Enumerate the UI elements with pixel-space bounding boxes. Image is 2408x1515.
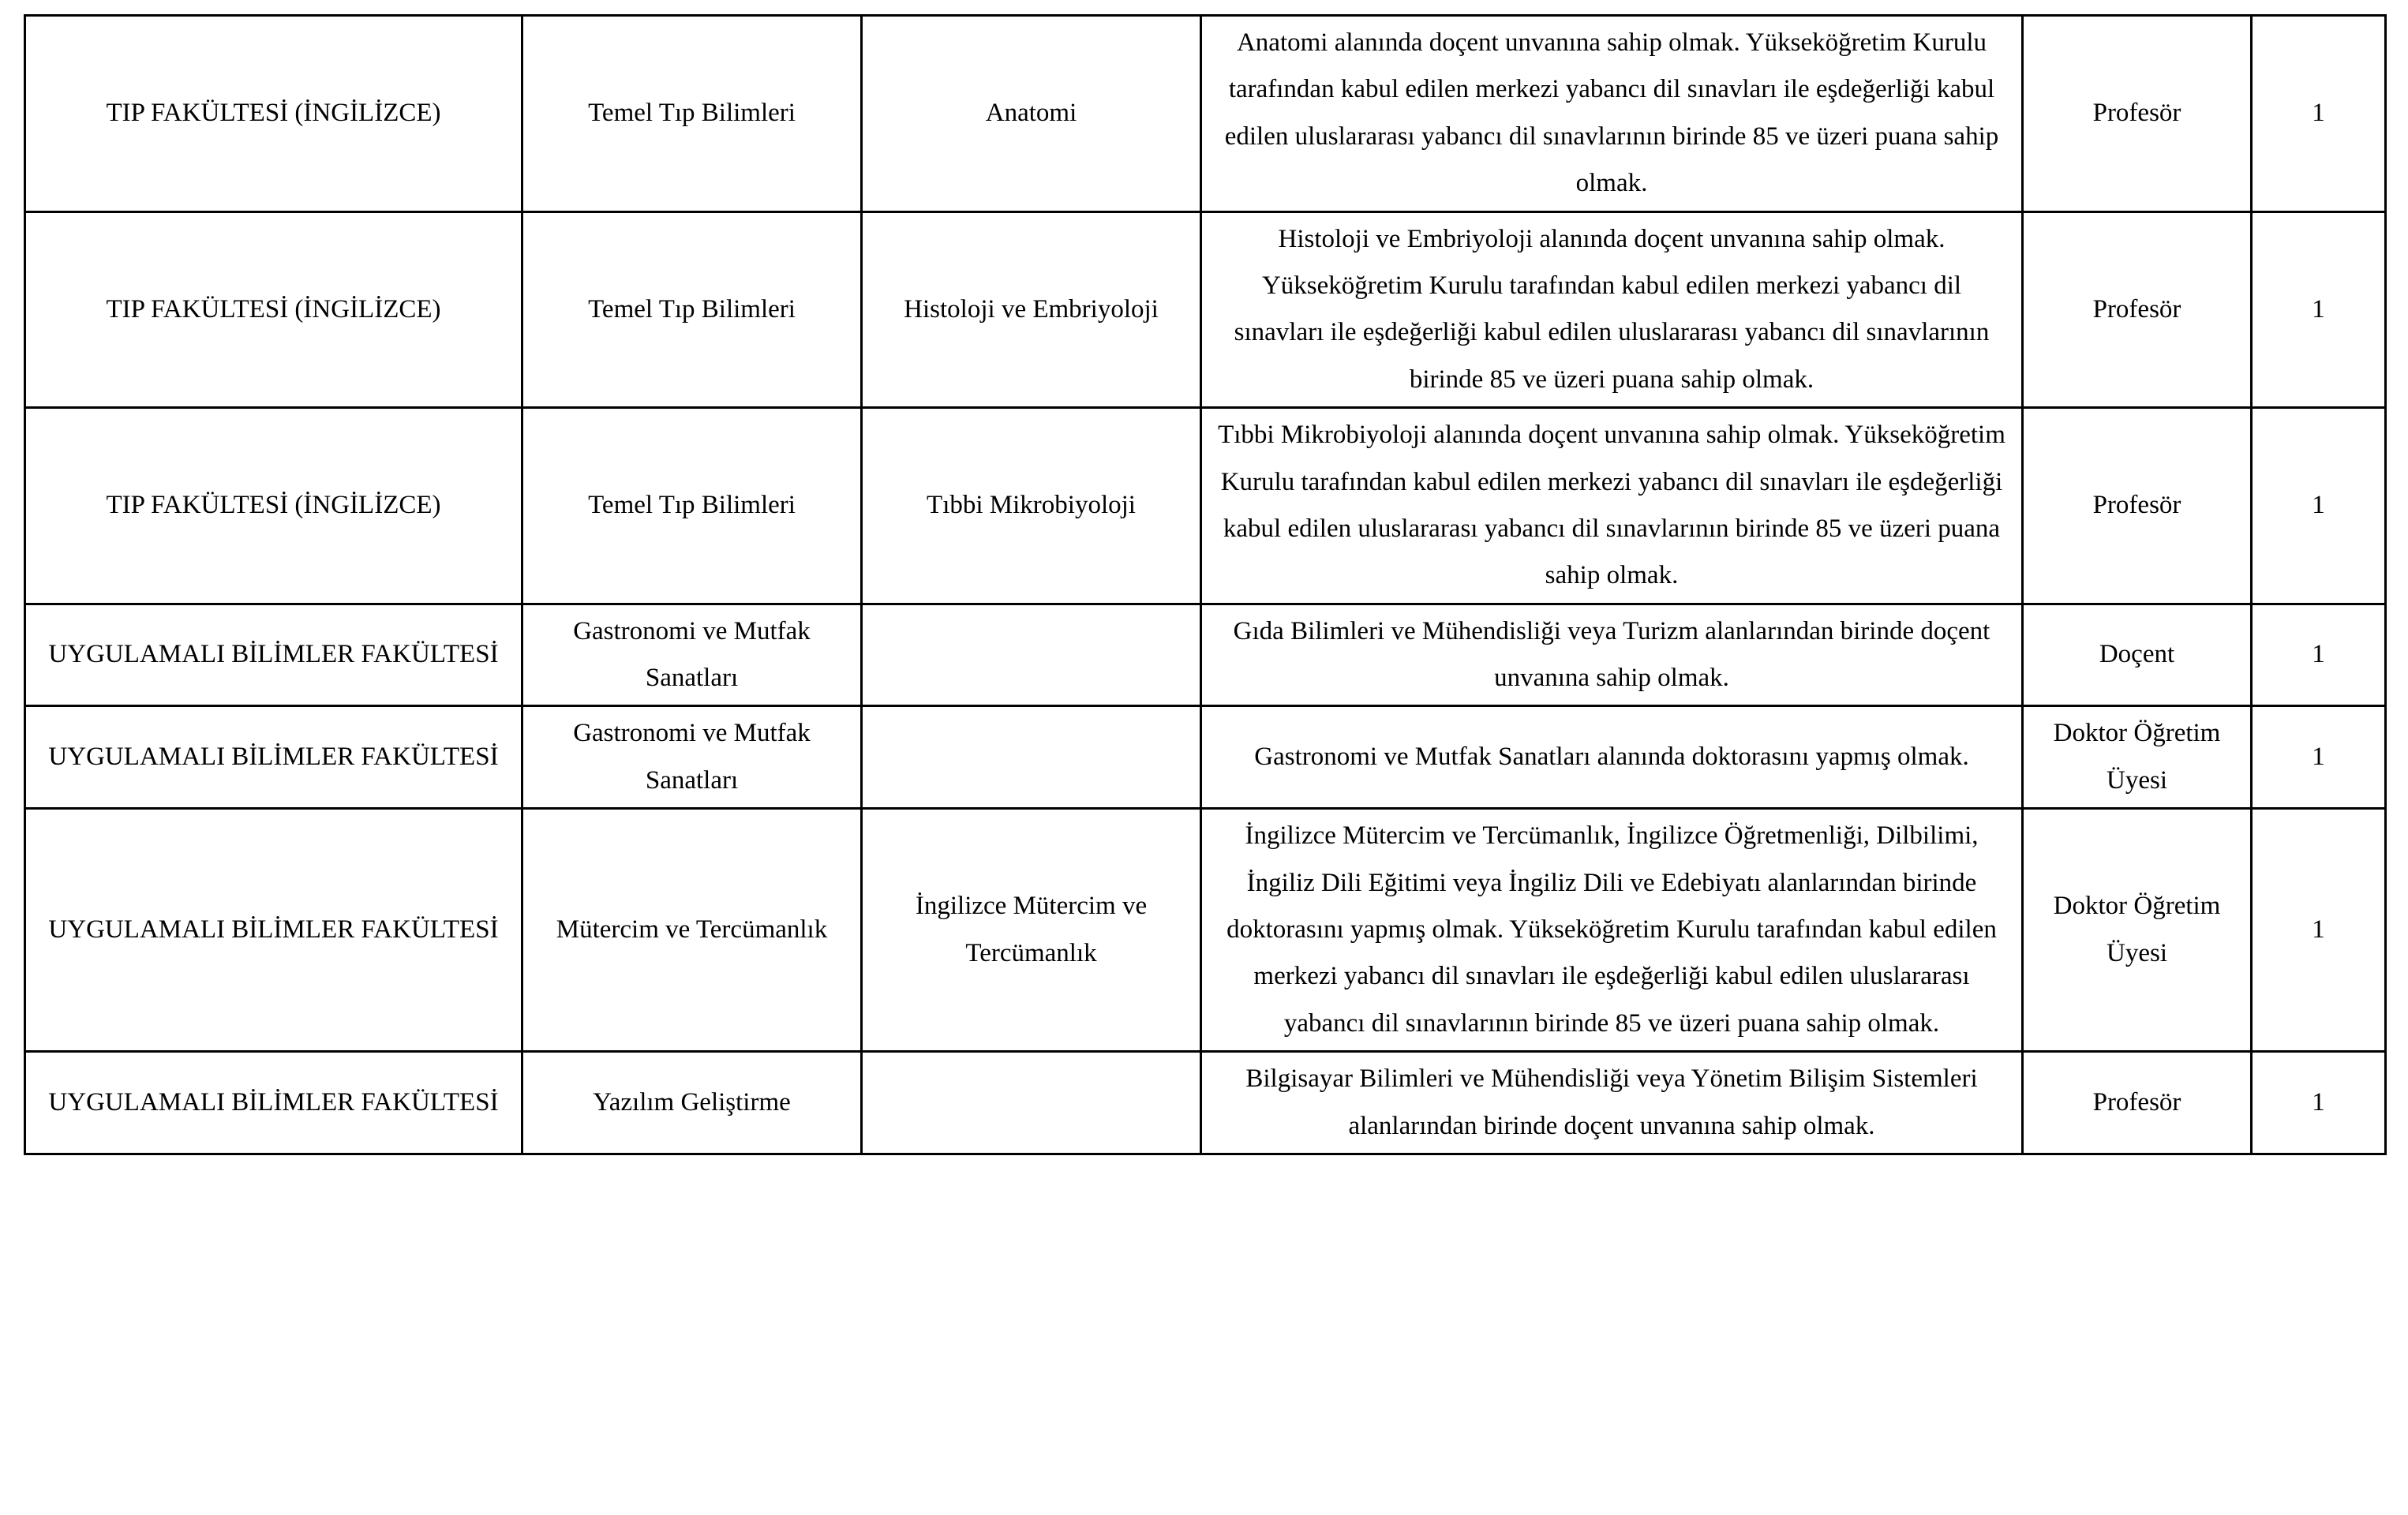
faculty-cell: TIP FAKÜLTESİ (İNGİLİZCE): [25, 211, 522, 408]
requirement-cell: Tıbbi Mikrobiyoloji alanında doçent unvanına sahip olmak. Yükseköğretim Kurulu tarafından kabul edilen merkezi yabancı dil sınavları ile eşdeğerliği kabul edilen uluslararası yabancı dil sınavlarının birinde 85 ve üzeri puana sahip olmak.: [1201, 408, 2023, 604]
requirement-cell: İngilizce Mütercim ve Tercümanlık, İngilizce Öğretmenliği, Dilbilimi, İngiliz Dili Eğitimi veya İngiliz Dili ve Edebiyatı alanlarından birinde doktorasını yapmış olmak. Yükseköğretim Kurulu tarafından kabul edilen merkezi yabancı dil sınavları ile eşdeğerliği kabul edilen uluslararası yabancı dil sınavlarının birinde 85 ve üzeri puana sahip olmak.: [1201, 809, 2023, 1052]
count-cell: 1: [2252, 1052, 2386, 1154]
table-row: [25, 211, 2386, 408]
faculty-cell: UYGULAMALI BİLİMLER FAKÜLTESİ: [25, 706, 522, 809]
table-row: [25, 408, 2386, 604]
academic-title-cell: Profesör: [2023, 16, 2252, 212]
requirement-cell: Gıda Bilimleri ve Mühendisliği veya Turizm alanlarından birinde doçent unvanına sahip olmak.: [1201, 604, 2023, 706]
academic-title-cell: Doktor Öğretim Üyesi: [2023, 706, 2252, 809]
department-cell: Gastronomi ve Mutfak Sanatları: [522, 706, 862, 809]
count-cell: 1: [2252, 809, 2386, 1052]
table-row: [25, 16, 2386, 212]
department-cell: Temel Tıp Bilimleri: [522, 211, 862, 408]
table-row: [25, 706, 2386, 809]
academic-title-cell: Profesör: [2023, 1052, 2252, 1154]
program-cell: [862, 706, 1201, 809]
department-cell: Temel Tıp Bilimleri: [522, 16, 862, 212]
faculty-cell: UYGULAMALI BİLİMLER FAKÜLTESİ: [25, 809, 522, 1052]
count-cell: 1: [2252, 604, 2386, 706]
faculty-cell: UYGULAMALI BİLİMLER FAKÜLTESİ: [25, 604, 522, 706]
department-cell: Yazılım Geliştirme: [522, 1052, 862, 1154]
vacancy-table: [24, 14, 2387, 1155]
requirement-cell: Histoloji ve Embriyoloji alanında doçent unvanına sahip olmak. Yükseköğretim Kurulu tarafından kabul edilen merkezi yabancı dil sınavları ile eşdeğerliği kabul edilen uluslararası yabancı dil sınavlarının birinde 85 ve üzeri puana sahip olmak.: [1201, 211, 2023, 408]
faculty-cell: TIP FAKÜLTESİ (İNGİLİZCE): [25, 408, 522, 604]
academic-title-cell: Doçent: [2023, 604, 2252, 706]
requirement-cell: Bilgisayar Bilimleri ve Mühendisliği veya Yönetim Bilişim Sistemleri alanlarından birinde doçent unvanına sahip olmak.: [1201, 1052, 2023, 1154]
department-cell: Mütercim ve Tercümanlık: [522, 809, 862, 1052]
program-cell: Histoloji ve Embriyoloji: [862, 211, 1201, 408]
count-cell: 1: [2252, 16, 2386, 212]
program-cell: [862, 604, 1201, 706]
academic-title-cell: Doktor Öğretim Üyesi: [2023, 809, 2252, 1052]
count-cell: 1: [2252, 706, 2386, 809]
table-row: [25, 809, 2386, 1052]
academic-title-cell: Profesör: [2023, 408, 2252, 604]
table-row: [25, 604, 2386, 706]
requirement-cell: Gastronomi ve Mutfak Sanatları alanında doktorasını yapmış olmak.: [1201, 706, 2023, 809]
faculty-cell: UYGULAMALI BİLİMLER FAKÜLTESİ: [25, 1052, 522, 1154]
table-row: [25, 1052, 2386, 1154]
program-cell: İngilizce Mütercim ve Tercümanlık: [862, 809, 1201, 1052]
count-cell: 1: [2252, 211, 2386, 408]
department-cell: Temel Tıp Bilimleri: [522, 408, 862, 604]
department-cell: Gastronomi ve Mutfak Sanatları: [522, 604, 862, 706]
requirement-cell: Anatomi alanında doçent unvanına sahip olmak. Yükseköğretim Kurulu tarafından kabul edilen merkezi yabancı dil sınavları ile eşdeğerliği kabul edilen uluslararası yabancı dil sınavlarının birinde 85 ve üzeri puana sahip olmak.: [1201, 16, 2023, 212]
program-cell: Tıbbi Mikrobiyoloji: [862, 408, 1201, 604]
academic-title-cell: Profesör: [2023, 211, 2252, 408]
count-cell: 1: [2252, 408, 2386, 604]
faculty-cell: TIP FAKÜLTESİ (İNGİLİZCE): [25, 16, 522, 212]
program-cell: Anatomi: [862, 16, 1201, 212]
program-cell: [862, 1052, 1201, 1154]
